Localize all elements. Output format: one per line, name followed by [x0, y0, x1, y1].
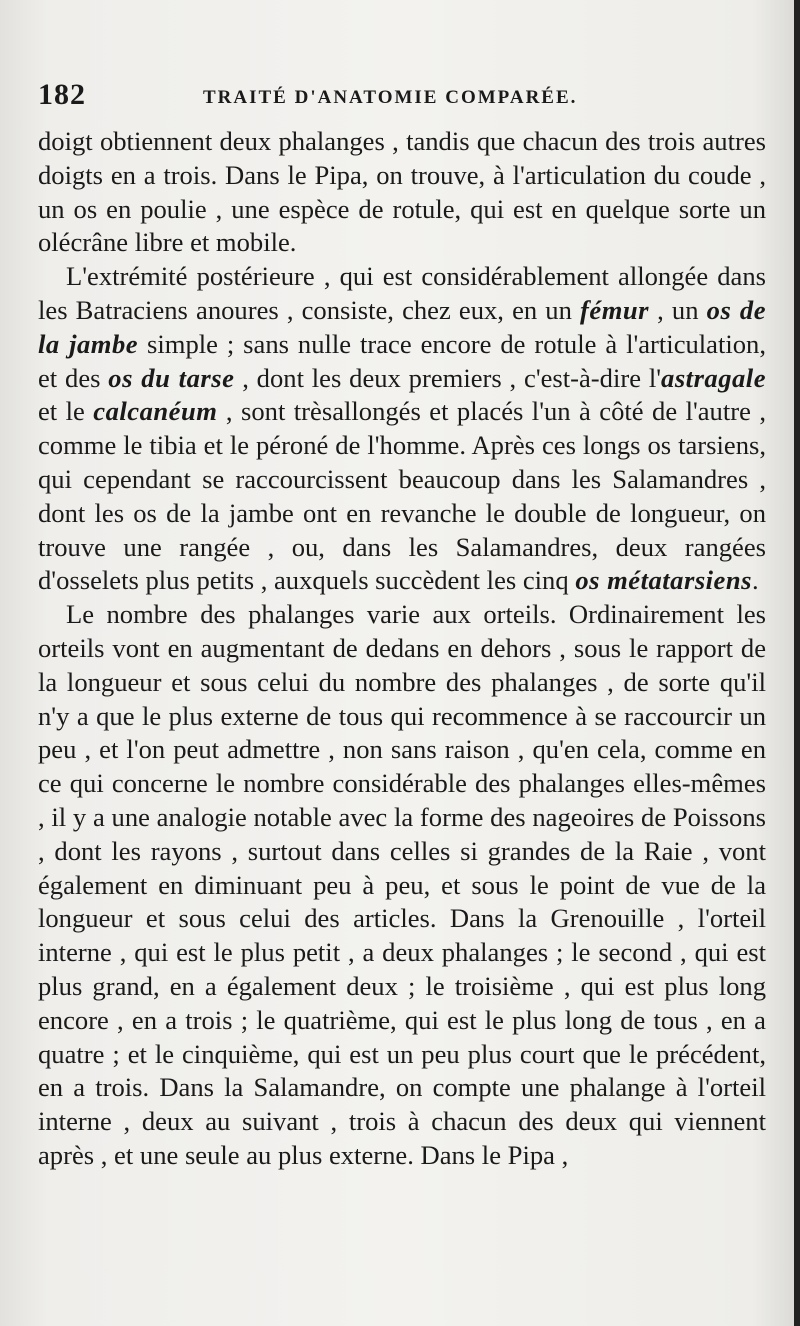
text-run: Le nombre des phalanges varie aux orteils. Ordinairement les orteils vont en augmentant de dedans en dehors , sous le rapport de la longueur et sous celui du nombre des phalanges , de sorte qu'il n'y a que le plus externe de tous qui recommence à se raccourcir un peu , et l'on peut admettre , non sans raison , qu'en cela, comme en ce qui concerne le nombre considérable des phalanges elles-mêmes , il y a une analogie notable avec la forme des nageoires de Poissons , dont les rayons , surtout dans celles si grandes de la Raie , vont également en diminuant peu à peu, et sous le point de vue de la longueur et sous celui des articles. Dans la Grenouille , l'orteil interne , qui est le plus petit , a deux phalanges ; le second , qui est plus grand, en a également deux ; le troisième , qui est plus long encore , en a trois ; le quatrième, qui est le plus long de tous , en a quatre ; et le cinquième, qui est un peu plus court que le précédent, en a trois. Dans la Salamandre, on compte une phalange à l'orteil interne , deux au suivant , trois à chacun des deux qui viennent après , et une seule au plus externe. Dans le Pipa ,: [38, 599, 766, 1170]
text-run: et le: [38, 396, 94, 427]
running-title: TRAITÉ D'ANATOMIE COMPARÉE.: [203, 87, 578, 108]
italic-term: os métatarsiens: [575, 565, 752, 596]
italic-term: os du tarse: [108, 362, 235, 393]
italic-term: astragale: [661, 362, 766, 393]
paragraph: [38, 125, 766, 260]
paragraph: [38, 260, 766, 598]
text-run: , sont trèsallongés et placés l'un à côté de l'autre , comme le tibia et le péroné de l'homme. Après ces longs os tarsiens, qui cependant se raccourcissent beaucoup dans les Salamandres , dont les os de la jambe ont en revanche le double de longueur, on trouve une rangée , ou, dans les Salamandres, deux rangées d'osselets plus petits , auxquels succèdent les cinq: [38, 396, 766, 596]
page-number: 182: [38, 78, 86, 111]
page-header: [38, 78, 758, 118]
italic-term: os de la jambe: [38, 294, 767, 359]
page-edge: [794, 0, 800, 1326]
text-run: simple ; sans nulle trace encore de rotule à l'articulation, et des: [38, 328, 767, 393]
italic-term: fémur: [580, 294, 650, 325]
text-run: , un: [649, 294, 707, 325]
text-run: L'extrémité postérieure , qui est considérablement allongée dans les Batraciens anoures , consiste, chez eux, en un: [38, 261, 766, 325]
text-run: , dont les deux premiers , c'est-à-dire l': [234, 362, 662, 393]
text-run: .: [752, 565, 759, 596]
italic-term: calcanéum: [93, 396, 218, 427]
paragraph: [38, 598, 766, 1173]
text-run: doigt obtiennent deux phalanges , tandis que chacun des trois autres doigts en a trois. Dans le Pipa, on trouve, à l'articulation du coude , un os en poulie , une espèce de rotule, qui est en quelque sorte un olécrâne libre et mobile.: [38, 126, 766, 258]
body-text: [38, 125, 766, 1173]
